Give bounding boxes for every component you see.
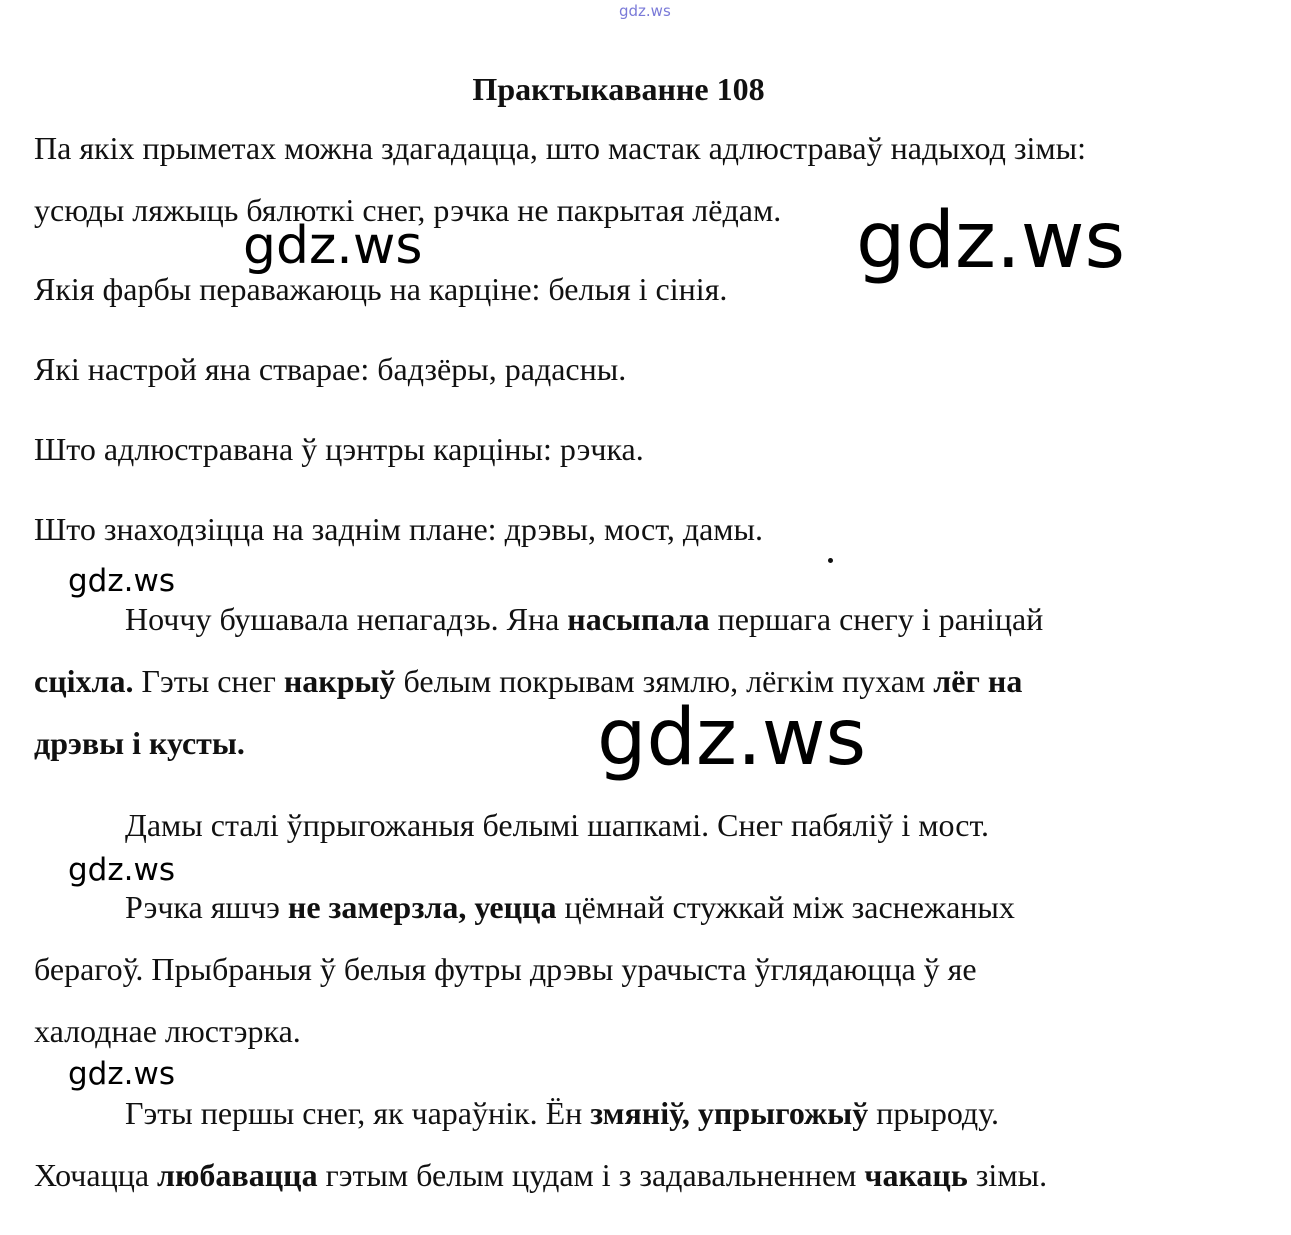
qa-line-6: Што знаходзіцца на заднім плане: дрэвы, мост, дамы. — [34, 511, 764, 547]
watermark-3: gdz.ws — [68, 563, 175, 599]
paragraph-2-line-1: Дамы сталі ўпрыгожаныя белымі шапкамі. Снег пабяліў і мост. — [125, 807, 990, 843]
paragraph-1-line-3: дрэвы і кусты. — [34, 725, 245, 761]
page-title: Практыкаванне 108 — [472, 71, 765, 108]
qa-line-3: Якія фарбы пераважаюць на карціне: белыя і сінія. — [34, 271, 728, 307]
paragraph-3-line-3: халоднае люстэрка. — [34, 1013, 301, 1049]
paragraph-3-line-2: берагоў. Прыбраныя ў белыя футры дрэвы урачыста ўглядаюцца ў яе — [34, 951, 977, 987]
paragraph-4-line-1: Гэты першы снег, як чараўнік. Ён змяніў, упрыгожыў прыроду. — [125, 1095, 999, 1131]
watermark-5: gdz.ws — [68, 852, 175, 888]
paragraph-3-line-1: Рэчка яшчэ не замерзла, уецца цёмнай стужкай між заснежаных — [125, 889, 1015, 925]
qa-line-4: Які настрой яна стварае: бадзёры, радасны. — [34, 351, 627, 387]
qa-line-2: усюды ляжыць бялюткі снег, рэчка не пакрытая лёдам. — [34, 192, 782, 228]
dot-mark — [828, 558, 833, 563]
qa-line-1: Па якіх прыметах можна здагадацца, што мастак адлюстраваў надыход зімы: — [34, 130, 1087, 166]
paragraph-4-line-2: Хочацца любавацца гэтым белым цудам і з задавальненнем чакаць зімы. — [34, 1157, 1048, 1193]
watermark-1: gdz.ws — [243, 216, 423, 276]
watermark-4: gdz.ws — [597, 693, 867, 783]
watermark-2: gdz.ws — [856, 196, 1126, 286]
qa-line-5: Што адлюстравана ў цэнтры карціны: рэчка. — [34, 431, 644, 467]
watermark-top: gdz.ws — [619, 2, 671, 20]
paragraph-1-line-1: Ноччу бушавала непагадзь. Яна насыпала першага снегу і раніцай — [125, 601, 1044, 637]
paragraph-1-line-2: сціхла. Гэты снег накрыў белым покрывам зямлю, лёгкім пухам лёг на — [34, 663, 1023, 699]
watermark-6: gdz.ws — [68, 1056, 175, 1092]
